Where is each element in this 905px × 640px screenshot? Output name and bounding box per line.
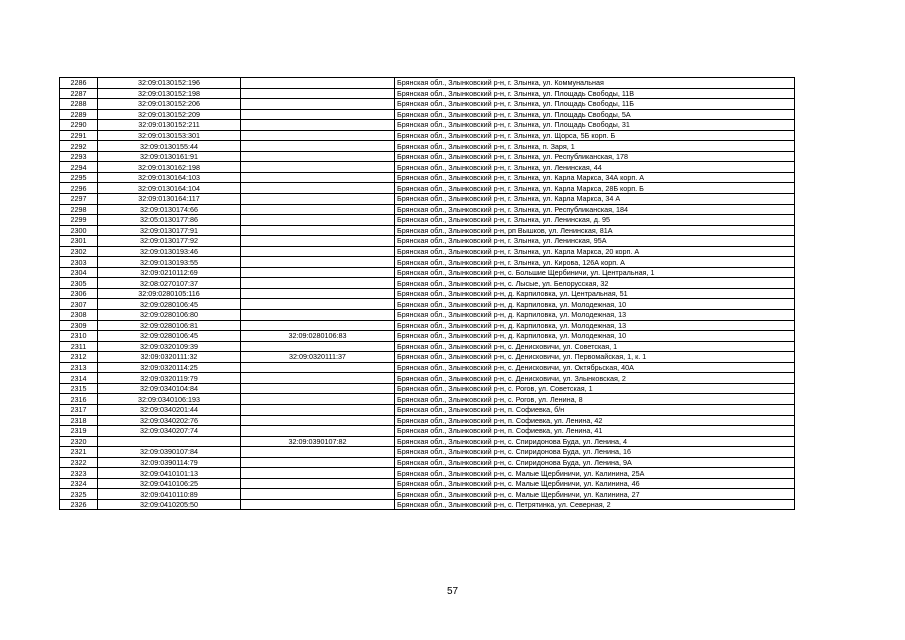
- cadastral-number-cell: 32:08:0270107:37: [98, 278, 241, 289]
- table-row: [60, 404, 795, 415]
- row-number-cell: 2308: [60, 310, 98, 321]
- address-cell: Брянская обл., Злынковский р-н, г. Злынка, ул. Карла Маркса, 34А корп. А: [395, 172, 795, 183]
- related-cadastral-number-cell: [241, 415, 395, 426]
- table-row: [60, 257, 795, 268]
- address-cell: Брянская обл., Злынковский р-н, г. Злынка, ул. Коммунальная: [395, 78, 795, 89]
- row-number-cell: 2298: [60, 204, 98, 215]
- address-cell: Брянская обл., Злынковский р-н, с. Большие Щербиничи, ул. Центральная, 1: [395, 267, 795, 278]
- row-number-cell: 2289: [60, 109, 98, 120]
- cadastral-number-cell: 32:09:0130153:301: [98, 130, 241, 141]
- address-cell: Брянская обл., Злынковский р-н, д. Карпиловка, ул. Молодежная, 13: [395, 310, 795, 321]
- row-number-cell: 2319: [60, 426, 98, 437]
- table-row: [60, 194, 795, 205]
- table-row: [60, 225, 795, 236]
- cadastral-number-cell: 32:09:0280106:45: [98, 331, 241, 342]
- address-cell: Брянская обл., Злынковский р-н, г. Злынка, ул. Площадь Свободы, 11Б: [395, 99, 795, 110]
- row-number-cell: 2325: [60, 489, 98, 500]
- address-cell: Брянская обл., Злынковский р-н, с. Денисковичи, ул. Советская, 1: [395, 341, 795, 352]
- cadastral-number-cell: 32:09:0130152:196: [98, 78, 241, 89]
- address-cell: Брянская обл., Злынковский р-н, г. Злынка, ул. Ленинская, 44: [395, 162, 795, 173]
- related-cadastral-number-cell: [241, 172, 395, 183]
- address-cell: Брянская обл., Злынковский р-н, с. Рогов, ул. Советская, 1: [395, 383, 795, 394]
- cadastral-number-cell: 32:09:0130193:55: [98, 257, 241, 268]
- table-row: [60, 478, 795, 489]
- table-row: [60, 109, 795, 120]
- cadastral-number-cell: 32:09:0320109:39: [98, 341, 241, 352]
- table-row: [60, 426, 795, 437]
- related-cadastral-number-cell: [241, 236, 395, 247]
- related-cadastral-number-cell: [241, 383, 395, 394]
- related-cadastral-number-cell: [241, 99, 395, 110]
- address-cell: Брянская обл., Злынковский р-н, с. Денисковичи, ул. Октябрьская, 40А: [395, 362, 795, 373]
- cadastral-number-cell: 32:09:0410101:13: [98, 468, 241, 479]
- cadastral-number-cell: 32:09:0130152:198: [98, 88, 241, 99]
- cadastral-number-cell: 32:09:0280106:80: [98, 310, 241, 321]
- table-row: [60, 288, 795, 299]
- address-cell: Брянская обл., Злынковский р-н, рп Вышков, ул. Ленинская, 81А: [395, 225, 795, 236]
- address-cell: Брянская обл., Злынковский р-н, г. Злынка, ул. Республиканская, 178: [395, 151, 795, 162]
- address-cell: Брянская обл., Злынковский р-н, г. Злынка, ул. Карла Маркса, 34 А: [395, 194, 795, 205]
- table-row: [60, 383, 795, 394]
- address-cell: Брянская обл., Злынковский р-н, д. Карпиловка, ул. Молодежная, 13: [395, 320, 795, 331]
- table-row: [60, 88, 795, 99]
- table-row: [60, 362, 795, 373]
- related-cadastral-number-cell: [241, 204, 395, 215]
- related-cadastral-number-cell: [241, 257, 395, 268]
- address-cell: Брянская обл., Злынковский р-н, д. Карпиловка, ул. Центральная, 51: [395, 288, 795, 299]
- cadastral-number-cell: 32:09:0390114:79: [98, 457, 241, 468]
- cadastral-number-cell: 32:09:0280106:81: [98, 320, 241, 331]
- address-cell: Брянская обл., Злынковский р-н, г. Злынка, ул. Площадь Свободы, 5А: [395, 109, 795, 120]
- related-cadastral-number-cell: [241, 394, 395, 405]
- table-row: [60, 183, 795, 194]
- row-number-cell: 2316: [60, 394, 98, 405]
- cadastral-number-cell: 32:09:0130152:211: [98, 120, 241, 131]
- related-cadastral-number-cell: [241, 246, 395, 257]
- cadastral-number-cell: 32:09:0130164:117: [98, 194, 241, 205]
- row-number-cell: 2304: [60, 267, 98, 278]
- row-number-cell: 2292: [60, 141, 98, 152]
- table-row: [60, 78, 795, 89]
- cadastral-number-cell: 32:09:0280105:116: [98, 288, 241, 299]
- row-number-cell: 2288: [60, 99, 98, 110]
- row-number-cell: 2323: [60, 468, 98, 479]
- related-cadastral-number-cell: [241, 151, 395, 162]
- cadastral-number-cell: 32:09:0340201:44: [98, 404, 241, 415]
- related-cadastral-number-cell: 32:09:0390107:82: [241, 436, 395, 447]
- address-cell: Брянская обл., Злынковский р-н, г. Злынка, ул. Ленинская, д. 95: [395, 215, 795, 226]
- table-row: [60, 236, 795, 247]
- table-row: [60, 172, 795, 183]
- row-number-cell: 2312: [60, 352, 98, 363]
- address-cell: Брянская обл., Злынковский р-н, с. Малые Щербиничи, ул. Калинина, 46: [395, 478, 795, 489]
- row-number-cell: 2294: [60, 162, 98, 173]
- address-cell: Брянская обл., Злынковский р-н, г. Злынка, ул. Площадь Свободы, 11В: [395, 88, 795, 99]
- related-cadastral-number-cell: 32:09:0320111:37: [241, 352, 395, 363]
- related-cadastral-number-cell: [241, 225, 395, 236]
- cadastral-number-cell: 32:09:0320114:25: [98, 362, 241, 373]
- table-row: [60, 331, 795, 342]
- row-number-cell: 2322: [60, 457, 98, 468]
- cadastral-number-cell: 32:09:0340106:193: [98, 394, 241, 405]
- registry-table: [59, 77, 795, 510]
- table-row: [60, 373, 795, 384]
- cadastral-number-cell: 32:05:0130177:86: [98, 215, 241, 226]
- row-number-cell: 2310: [60, 331, 98, 342]
- related-cadastral-number-cell: [241, 120, 395, 131]
- cadastral-number-cell: 32:09:0340207:74: [98, 426, 241, 437]
- table-row: [60, 394, 795, 405]
- row-number-cell: 2305: [60, 278, 98, 289]
- row-number-cell: 2321: [60, 447, 98, 458]
- row-number-cell: 2317: [60, 404, 98, 415]
- row-number-cell: 2290: [60, 120, 98, 131]
- cadastral-number-cell: 32:09:0130164:104: [98, 183, 241, 194]
- related-cadastral-number-cell: [241, 310, 395, 321]
- address-cell: Брянская обл., Злынковский р-н, г. Злынка, ул. Площадь Свободы, 31: [395, 120, 795, 131]
- cadastral-number-cell: 32:09:0130152:209: [98, 109, 241, 120]
- related-cadastral-number-cell: [241, 468, 395, 479]
- row-number-cell: 2291: [60, 130, 98, 141]
- cadastral-number-cell: [98, 436, 241, 447]
- address-cell: Брянская обл., Злынковский р-н, с. Денисковичи, ул. Первомайская, 1, к. 1: [395, 352, 795, 363]
- related-cadastral-number-cell: [241, 499, 395, 510]
- address-cell: Брянская обл., Злынковский р-н, п. Софиевка, ул. Ленина, 41: [395, 426, 795, 437]
- related-cadastral-number-cell: [241, 478, 395, 489]
- address-cell: Брянская обл., Злынковский р-н, с. Спиридонова Буда, ул. Ленина, 16: [395, 447, 795, 458]
- address-cell: Брянская обл., Злынковский р-н, с. Петрятинка, ул. Северная, 2: [395, 499, 795, 510]
- row-number-cell: 2300: [60, 225, 98, 236]
- related-cadastral-number-cell: [241, 278, 395, 289]
- address-cell: Брянская обл., Злынковский р-н, с. Малые Щербиничи, ул. Калинина, 25А: [395, 468, 795, 479]
- related-cadastral-number-cell: [241, 267, 395, 278]
- related-cadastral-number-cell: [241, 162, 395, 173]
- related-cadastral-number-cell: [241, 130, 395, 141]
- address-cell: Брянская обл., Злынковский р-н, г. Злынка, ул. Карла Маркса, 20 корп. А: [395, 246, 795, 257]
- related-cadastral-number-cell: [241, 362, 395, 373]
- related-cadastral-number-cell: [241, 299, 395, 310]
- table-row: [60, 141, 795, 152]
- cadastral-number-cell: 32:09:0130162:198: [98, 162, 241, 173]
- related-cadastral-number-cell: [241, 341, 395, 352]
- cadastral-number-cell: 32:09:0280106:45: [98, 299, 241, 310]
- cadastral-number-cell: 32:09:0210112:69: [98, 267, 241, 278]
- table-row: [60, 468, 795, 479]
- table-row: [60, 415, 795, 426]
- related-cadastral-number-cell: [241, 215, 395, 226]
- address-cell: Брянская обл., Злынковский р-н, г. Злынка, ул. Щорса, 5Б корп. Б: [395, 130, 795, 141]
- table-row: [60, 489, 795, 500]
- cadastral-number-cell: 32:09:0130193:46: [98, 246, 241, 257]
- table-row: [60, 499, 795, 510]
- related-cadastral-number-cell: [241, 373, 395, 384]
- cadastral-number-cell: 32:09:0340202:76: [98, 415, 241, 426]
- row-number-cell: 2326: [60, 499, 98, 510]
- related-cadastral-number-cell: [241, 288, 395, 299]
- related-cadastral-number-cell: [241, 404, 395, 415]
- cadastral-number-cell: 32:09:0410106:25: [98, 478, 241, 489]
- address-cell: Брянская обл., Злынковский р-н, д. Карпиловка, ул. Молодежная, 10: [395, 299, 795, 310]
- row-number-cell: 2314: [60, 373, 98, 384]
- row-number-cell: 2320: [60, 436, 98, 447]
- row-number-cell: 2299: [60, 215, 98, 226]
- row-number-cell: 2324: [60, 478, 98, 489]
- table-row: [60, 341, 795, 352]
- cadastral-number-cell: 32:09:0130161:91: [98, 151, 241, 162]
- related-cadastral-number-cell: [241, 426, 395, 437]
- row-number-cell: 2287: [60, 88, 98, 99]
- cadastral-number-cell: 32:09:0320111:32: [98, 352, 241, 363]
- cadastral-number-cell: 32:09:0320119:79: [98, 373, 241, 384]
- address-cell: Брянская обл., Злынковский р-н, г. Злынка, п. Заря, 1: [395, 141, 795, 152]
- row-number-cell: 2297: [60, 194, 98, 205]
- row-number-cell: 2307: [60, 299, 98, 310]
- row-number-cell: 2315: [60, 383, 98, 394]
- related-cadastral-number-cell: [241, 447, 395, 458]
- related-cadastral-number-cell: 32:09:0280106:83: [241, 331, 395, 342]
- table-row: [60, 310, 795, 321]
- row-number-cell: 2311: [60, 341, 98, 352]
- address-cell: Брянская обл., Злынковский р-н, с. Спиридонова Буда, ул. Ленина, 9А: [395, 457, 795, 468]
- address-cell: Брянская обл., Злынковский р-н, г. Злынка, ул. Ленинская, 95А: [395, 236, 795, 247]
- table-row: [60, 447, 795, 458]
- table-row: [60, 130, 795, 141]
- related-cadastral-number-cell: [241, 78, 395, 89]
- cadastral-number-cell: 32:09:0340104:84: [98, 383, 241, 394]
- address-cell: Брянская обл., Злынковский р-н, с. Денисковичи, ул. Злынковская, 2: [395, 373, 795, 384]
- address-cell: Брянская обл., Злынковский р-н, п. Софиевка, ул. Ленина, 42: [395, 415, 795, 426]
- table-row: [60, 204, 795, 215]
- table-row: [60, 151, 795, 162]
- address-cell: Брянская обл., Злынковский р-н, с. Рогов, ул. Ленина, 8: [395, 394, 795, 405]
- address-cell: Брянская обл., Злынковский р-н, г. Злынка, ул. Республиканская, 184: [395, 204, 795, 215]
- address-cell: Брянская обл., Злынковский р-н, г. Злынка, ул. Кирова, 126А корп. А: [395, 257, 795, 268]
- related-cadastral-number-cell: [241, 141, 395, 152]
- related-cadastral-number-cell: [241, 88, 395, 99]
- cadastral-number-cell: 32:09:0130155:44: [98, 141, 241, 152]
- cadastral-number-cell: 32:09:0130174:66: [98, 204, 241, 215]
- table-row: [60, 246, 795, 257]
- related-cadastral-number-cell: [241, 457, 395, 468]
- table-row: [60, 278, 795, 289]
- table-row: [60, 120, 795, 131]
- row-number-cell: 2303: [60, 257, 98, 268]
- table-row: [60, 215, 795, 226]
- table-row: [60, 352, 795, 363]
- address-cell: Брянская обл., Злынковский р-н, с. Лысые, ул. Белорусская, 32: [395, 278, 795, 289]
- row-number-cell: 2296: [60, 183, 98, 194]
- related-cadastral-number-cell: [241, 183, 395, 194]
- row-number-cell: 2313: [60, 362, 98, 373]
- address-cell: Брянская обл., Злынковский р-н, с. Спиридонова Буда, ул. Ленина, 4: [395, 436, 795, 447]
- registry-table-body: [60, 78, 795, 510]
- row-number-cell: 2301: [60, 236, 98, 247]
- address-cell: Брянская обл., Злынковский р-н, г. Злынка, ул. Карла Маркса, 28Б корп. Б: [395, 183, 795, 194]
- cadastral-number-cell: 32:09:0130177:92: [98, 236, 241, 247]
- row-number-cell: 2302: [60, 246, 98, 257]
- page-number: 57: [446, 586, 459, 597]
- table-row: [60, 457, 795, 468]
- table-row: [60, 320, 795, 331]
- row-number-cell: 2309: [60, 320, 98, 331]
- row-number-cell: 2318: [60, 415, 98, 426]
- address-cell: Брянская обл., Злынковский р-н, д. Карпиловка, ул. Молодежная, 10: [395, 331, 795, 342]
- table-row: [60, 267, 795, 278]
- cadastral-number-cell: 32:09:0410205:50: [98, 499, 241, 510]
- row-number-cell: 2306: [60, 288, 98, 299]
- table-row: [60, 99, 795, 110]
- address-cell: Брянская обл., Злынковский р-н, п. Софиевка, б/н: [395, 404, 795, 415]
- cadastral-number-cell: 32:09:0390107:84: [98, 447, 241, 458]
- row-number-cell: 2286: [60, 78, 98, 89]
- related-cadastral-number-cell: [241, 320, 395, 331]
- row-number-cell: 2293: [60, 151, 98, 162]
- row-number-cell: 2295: [60, 172, 98, 183]
- cadastral-number-cell: 32:09:0130177:91: [98, 225, 241, 236]
- table-row: [60, 299, 795, 310]
- cadastral-number-cell: 32:09:0130164:103: [98, 172, 241, 183]
- table-row: [60, 162, 795, 173]
- related-cadastral-number-cell: [241, 489, 395, 500]
- related-cadastral-number-cell: [241, 194, 395, 205]
- table-row: [60, 436, 795, 447]
- cadastral-number-cell: 32:09:0410110:89: [98, 489, 241, 500]
- cadastral-number-cell: 32:09:0130152:206: [98, 99, 241, 110]
- address-cell: Брянская обл., Злынковский р-н, с. Малые Щербиничи, ул. Калинина, 27: [395, 489, 795, 500]
- related-cadastral-number-cell: [241, 109, 395, 120]
